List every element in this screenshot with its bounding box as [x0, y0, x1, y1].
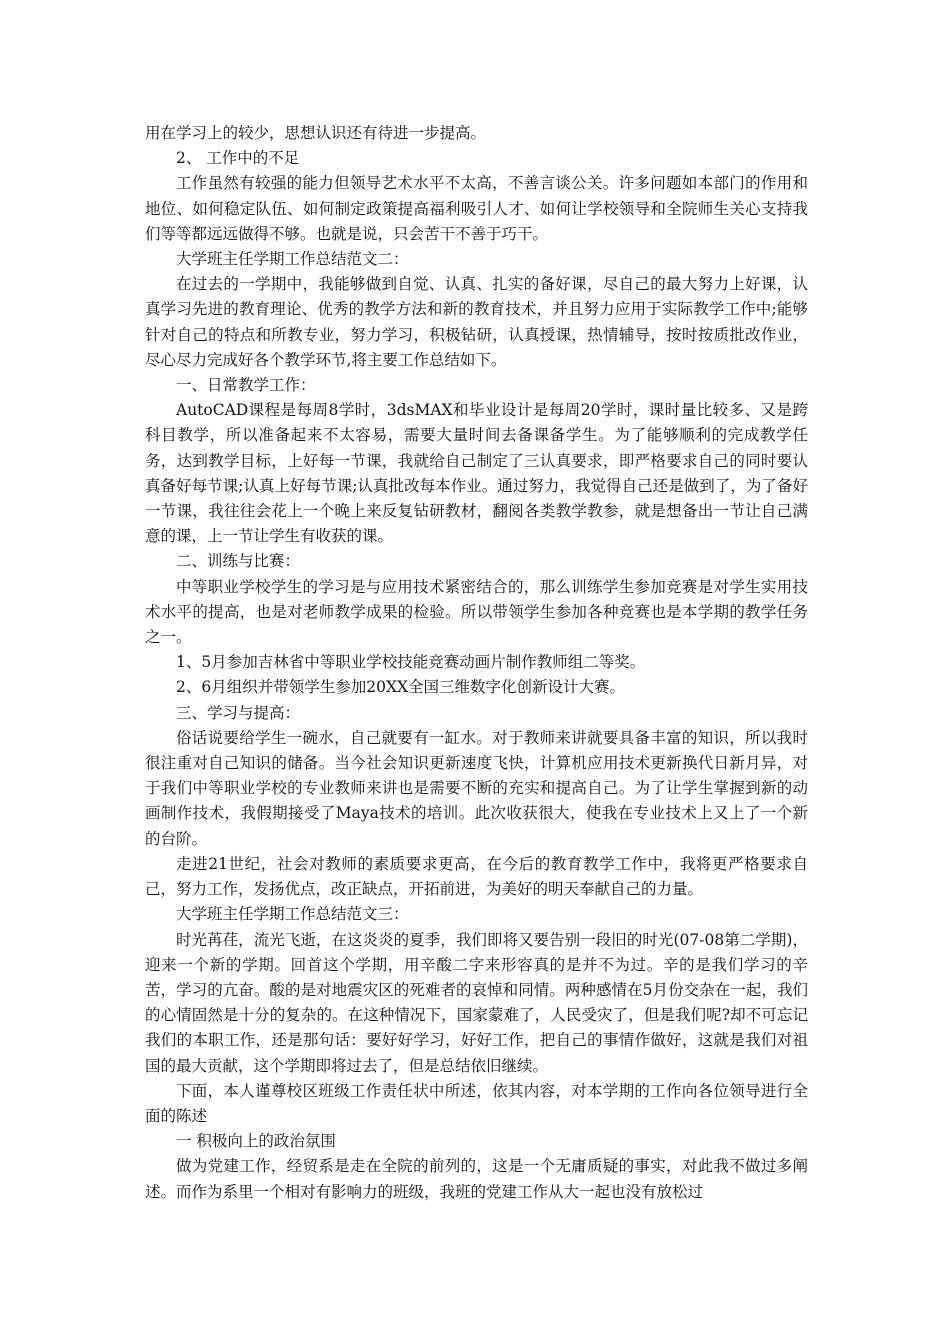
paragraph: AutoCAD课程是每周8学时，3dsMAX和毕业设计是每周20学时，课时量比较多、又是跨科目教学，所以准备起来不太容易，需要大量时间去备课备学生。为了能够顺利的完成教学任务，达到教学目标，上好每一节课，我就给自己制定了三认真要求，即严格要求自己的同时要认真备好每节课;认真上好每节课;认真批改每本作业。通过努力，我觉得自己还是做到了，为了备好一节课，我往往会花上一个晚上来反复钻研教材，翻阅各类教学教参，就是想备出一节让自己满意的课，上一节让学生有收获的课。 [145, 401, 808, 546]
paragraph: 下面，本人谨尊校区班级工作责任状中所述，依其内容，对本学期的工作向各位领导进行全面的陈述 [145, 1081, 808, 1125]
section-heading: 二、训练与比赛： [176, 552, 301, 571]
paragraph: 俗话说要给学生一碗水，自己就要有一缸水。对于教师来讲就要具备丰富的知识，所以我时很注重对自己知识的储备。当今社会知识更新速度飞快，计算机应用技术更新换代日新月异，对于我们中等职业学校的专业教师来讲也是需要不断的充实和提高自己。为了让学生掌握到新的动画制作技术，我假期接受了Maya技术的培训。此次收获很大，使我在专业技术上又上了一个新的台阶。 [145, 728, 808, 848]
paragraph: 走进21世纪，社会对教师的素质要求更高，在今后的教育教学工作中，我将更严格要求自己，努力工作，发扬优点，改正缺点，开拓前进，为美好的明天奉献自己的力量。 [145, 854, 808, 899]
section-heading: 一、日常教学工作： [176, 376, 316, 395]
section-heading: 一 积极向上的政治氛围 [176, 1132, 336, 1151]
paragraph: 中等职业学校学生的学习是与应用技术紧密结合的，那么训练学生参加竞赛是对学生实用技术水平的提高，也是对老师教学成果的检验。所以带领学生参加各种竞赛也是本学期的教学任务之一。 [145, 577, 808, 647]
section-heading: 三、学习与提高： [176, 703, 301, 722]
paragraph: 工作虽然有较强的能力但领导艺术水平不太高，不善言谈公关。许多问题如本部门的作用和地位、如何稳定队伍、如何制定政策提高福利吸引人才、如何让学校领导和全院师生关心支持我们等等都远远做得不够。也就是说，只会苦干不善于巧干。 [145, 174, 808, 243]
list-item: 1、5月参加吉林省中等职业学校技能竞赛动画片制作教师组二等奖。 [176, 653, 646, 672]
document-page [145, 121, 808, 1205]
paragraph: 做为党建工作，经贸系是走在全院的前列的，这是一个无庸质疑的事实，对此我不做过多阐述。而作为系里一个相对有影响力的班级，我班的党建工作从大一起也没有放松过 [145, 1157, 808, 1201]
list-item: 2、6月组织并带领学生参加20XX全国三维数字化创新设计大赛。 [176, 678, 626, 697]
section-heading: 大学班主任学期工作总结范文二： [176, 250, 409, 269]
section-heading: 大学班主任学期工作总结范文三： [176, 905, 409, 924]
paragraph: 在过去的一学期中，我能够做到自觉、认真、扎实的备好课，尽自己的最大努力上好课，认真学习先进的教育理论、优秀的教学方法和新的教育技术，并且努力应用于实际教学工作中;能够针对自己的特点和所教专业，努力学习，积极钻研，认真授课，热情辅导，按时按质批改作业，尽心尽力完成好各个教学环节,将主要工作总结如下。 [145, 275, 808, 369]
paragraph: 用在学习上的较少，思想认识还有待进一步提高。 [145, 124, 487, 142]
paragraph: 时光苒荏，流光飞逝，在这炎炎的夏季，我们即将又要告别一段旧的时光(07-08第二学期)，迎来一个新的学期。回首这个学期，用辛酸二字来形容真的是并不为过。辛的是我们学习的辛苦，学习的亢奋。酸的是对地震灾区的死难者的哀悼和同情。两种感情在5月份交杂在一起，我们的心情固然是十分的复杂的。在这种情况下，国家蒙难了，人民受灾了，但是我们呢?却不可忘记我们的本职工作，还是那句话：要好好学习，好好工作，把自己的事情作做好，这就是我们对祖国的最大贡献，这个学期即将过去了，但是总结依旧继续。 [145, 930, 808, 1075]
section-heading: 2、 工作中的不足 [176, 149, 300, 168]
